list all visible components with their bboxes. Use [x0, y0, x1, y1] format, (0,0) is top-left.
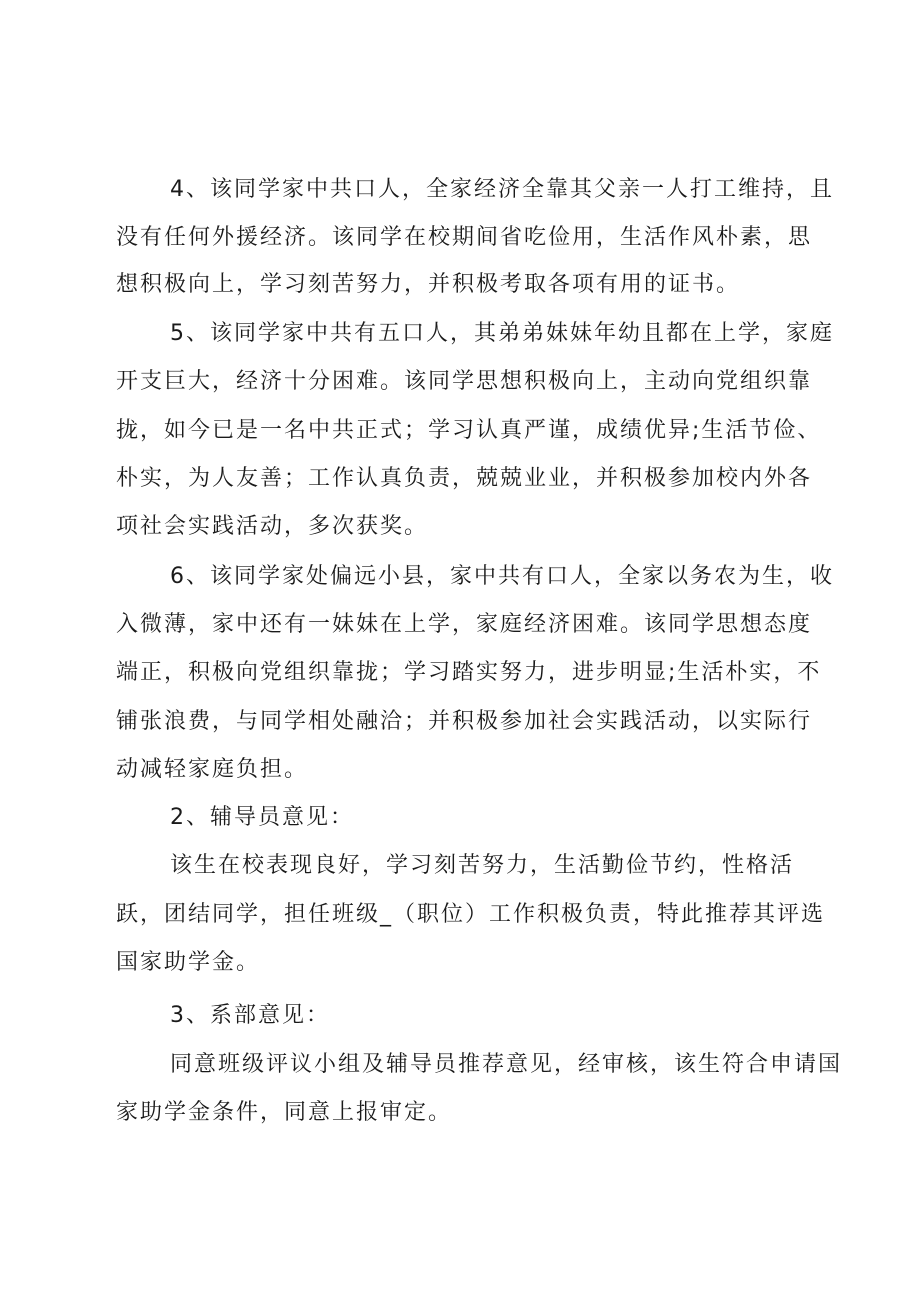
- counselor-opinion-heading: 2、辅导员意见：: [170, 805, 354, 830]
- paragraph-5-line-1: 5、该同学家中共有五口人，其弟弟妹妹年幼且都在上学，家庭: [170, 321, 834, 346]
- counselor-opinion-line-2: 跃，团结同学，担任班级_（职位）工作积极负责，特此推荐其评选: [116, 902, 826, 927]
- paragraph-6-line-4: 铺张浪费，与同学相处融洽；并积极参加社会实践活动，以实际行: [116, 709, 813, 734]
- paragraph-5-line-5: 项社会实践活动，多次获奖。: [116, 514, 429, 539]
- paragraph-5-line-4: 朴实，为人友善；工作认真负责，兢兢业业，并积极参加校内外各: [116, 466, 813, 491]
- counselor-opinion-line-1: 该生在校表现良好，学习刻苦努力，生活勤俭节约，性格活: [170, 853, 795, 878]
- paragraph-6-line-2: 入微薄，家中还有一妹妹在上学，家庭经济困难。该同学思想态度: [116, 612, 813, 637]
- department-opinion-line-1: 同意班级评议小组及辅导员推荐意见，经审核，该生符合申请国: [170, 1052, 843, 1077]
- counselor-opinion-line-3: 国家助学金。: [116, 950, 261, 975]
- paragraph-6-line-3: 端正，积极向党组织靠拢；学习踏实努力，进步明显;生活朴实，不: [116, 660, 822, 685]
- department-opinion-line-2: 家助学金条件，同意上报审定。: [116, 1100, 453, 1125]
- paragraph-6-line-5: 动减轻家庭负担。: [116, 757, 309, 782]
- paragraph-6-line-1: 6、该同学家处偏远小县，家中共有口人，全家以务农为生，收: [170, 564, 834, 589]
- paragraph-4-line-1: 4、该同学家中共口人，全家经济全靠其父亲一人打工维持，且: [170, 177, 834, 202]
- department-opinion-heading: 3、系部意见：: [170, 1003, 330, 1028]
- paragraph-5-line-2: 开支巨大，经济十分困难。该同学思想积极向上，主动向党组织靠: [116, 369, 813, 394]
- paragraph-4-line-2: 没有任何外援经济。该同学在校期间省吃俭用，生活作风朴素，思: [116, 225, 813, 250]
- paragraph-4-line-3: 想积极向上，学习刻苦努力，并积极考取各项有用的证书。: [116, 272, 741, 297]
- paragraph-5-line-3: 拢，如今已是一名中共正式；学习认真严谨，成绩优异;生活节俭、: [116, 418, 822, 443]
